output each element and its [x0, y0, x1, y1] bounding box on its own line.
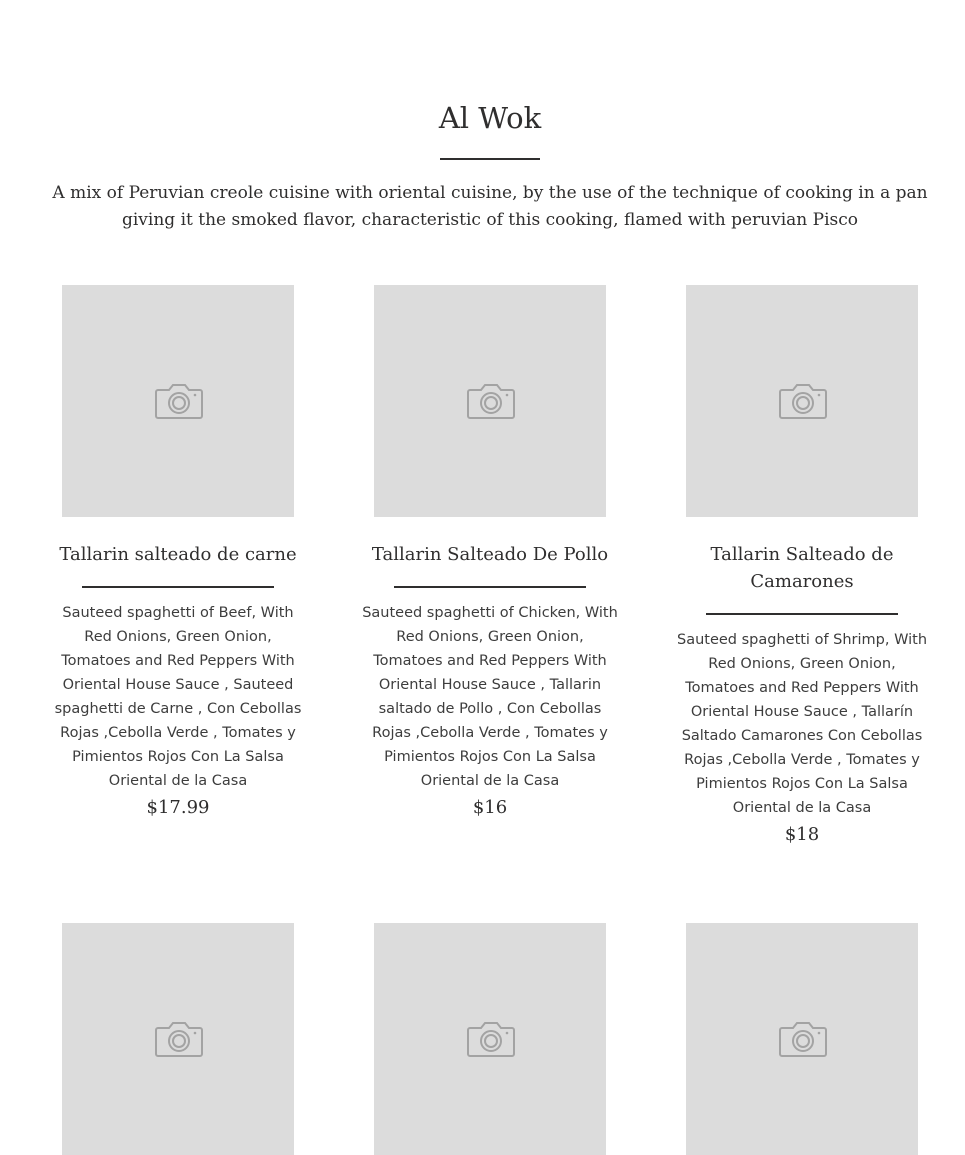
item-name: Tallarin salteado de carne [59, 544, 297, 565]
section-divider [440, 158, 540, 160]
camera-placeholder-icon [154, 1019, 204, 1059]
item-divider [706, 613, 898, 615]
camera-placeholder-icon [778, 1019, 828, 1059]
item-price: $17.99 [146, 797, 210, 818]
item-divider [394, 586, 586, 588]
item-image-placeholder[interactable] [686, 923, 918, 1155]
item-image-placeholder[interactable] [62, 923, 294, 1155]
item-description: Sauteed spaghetti of Shrimp, With Red Onions, Green Onion, Tomatoes and Red Peppers With Oriental House Sauce , Tallarín Saltado Camarones Con Cebollas Rojas ,Cebolla Verde , Tomates y Pimientos Rojos Con La Salsa Oriental de la Casa [676, 632, 928, 816]
item-divider [82, 586, 274, 588]
item-description: Sauteed spaghetti of Beef, With Red Onions, Green Onion, Tomatoes and Red Peppers With Oriental House Sauce , Sauteed spaghetti de Carne , Con Cebollas Rojas ,Cebolla Verde , Tomates y Pimientos Rojos Con La Salsa Oriental de la Casa [54, 605, 302, 789]
camera-placeholder-icon [154, 381, 204, 421]
camera-placeholder-icon [466, 1019, 516, 1059]
item-price: $18 [784, 824, 820, 845]
camera-placeholder-icon [466, 381, 516, 421]
section-description: A mix of Peruvian creole cuisine with oriental cuisine, by the use of the technique of cooking in a pan giving it the smoked flavor, characteristic of this cooking, flamed with peruvian Pisco [52, 183, 928, 230]
section-title: Al Wok [438, 101, 542, 135]
item-description: Sauteed spaghetti of Chicken, With Red Onions, Green Onion, Tomatoes and Red Peppers With Oriental House Sauce , Tallarin saltado de Pollo , Con Cebollas Rojas ,Cebolla Verde , Tomates y Pimientos Rojos Con La Salsa Oriental de la Casa [362, 605, 618, 789]
item-image-placeholder[interactable] [686, 285, 918, 517]
item-image-placeholder[interactable] [374, 923, 606, 1155]
item-name: Tallarin Salteado De Pollo [371, 544, 609, 565]
camera-placeholder-icon [778, 381, 828, 421]
item-image-placeholder[interactable] [374, 285, 606, 517]
item-image-placeholder[interactable] [62, 285, 294, 517]
item-name: Tallarin Salteado de Camarones [710, 544, 894, 592]
item-price: $16 [472, 797, 508, 818]
